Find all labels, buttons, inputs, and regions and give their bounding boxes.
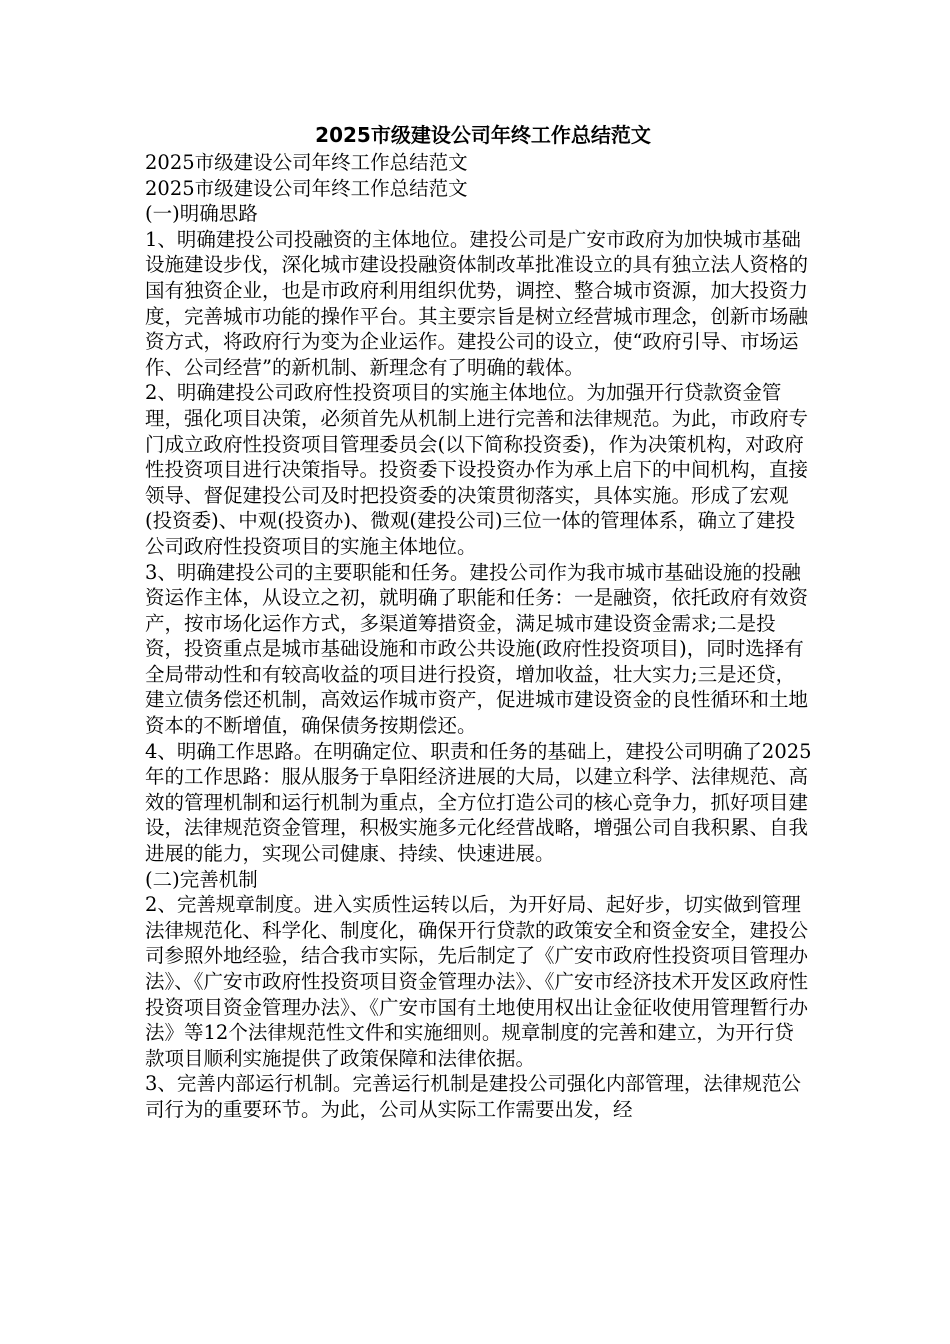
paragraph-4: 4、明确工作思路。在明确定位、职责和任务的基础上，建投公司明确了2025年的工作思路：服从服务于阜阳经济进展的大局，以建立科学、法律规范、高效的管理机制和运行机制为重点，全方位打造公司的核心竞争力，抓好项目建设，法律规范资金管理，积极实施多元化经营战略，增强公司自我积累、自我进展的能力，实现公司健康、持续、快速进展。	[145, 739, 812, 866]
paragraph-subtitle-1: 2025市级建设公司年终工作总结范文	[145, 151, 468, 174]
paragraph-1: 1、明确建投公司投融资的主体地位。建投公司是广安市政府为加快城市基础设施建设步伐，深化城市建设投融资体制改革批准设立的具有独立法人资格的国有独资企业，也是市政府利用组织优势，调控、整合城市资源，加大投资力度，完善城市功能的操作平台。其主要宗旨是树立经营城市理念，创新市场融资方式，将政府行为变为企业运作。建投公司的设立，使“政府引导、市场运作、公司经营”的新机制、新理念有了明确的载体。	[145, 227, 809, 379]
document-body	[145, 150, 813, 1123]
paragraph-3: 3、明确建投公司的主要职能和任务。建投公司作为我市城市基础设施的投融资运作主体，从设立之初，就明确了职能和任务：一是融资，依托政府有效资产，按市场化运作方式，多渠道筹措资金，满足城市建设资金需求;二是投资，投资重点是城市基础设施和市政公共设施(政府性投资项目)，同时选择有全局带动性和有较高收益的项目进行投资，增加收益，壮大实力;三是还贷，建立债务偿还机制，高效运作城市资产，促进城市建设资金的良性循环和土地资本的不断增值，确保债务按期偿还。	[145, 560, 809, 738]
section-heading-1: (一)明确思路	[145, 202, 258, 226]
document-title: 2025市级建设公司年终工作总结范文	[315, 123, 651, 147]
paragraph-subtitle-2: 2025市级建设公司年终工作总结范文	[145, 176, 468, 200]
paragraph-2: 2、明确建投公司政府性投资项目的实施主体地位。为加强开行贷款资金管理，强化项目决策，必须首先从机制上进行完善和法律规范。为此，市政府专门成立政府性投资项目管理委员会(以下简称投资委)，作为决策机构，对政府性投资项目进行决策指导。投资委下设投资办作为承上启下的中间机构，直接领导、督促建投公司及时把投资委的决策贯彻落实，具体实施。形成了宏观(投资委)、中观(投资办)、微观(建投公司)三位一体的管理体系，确立了建投公司政府性投资项目的实施主体地位。	[145, 381, 809, 558]
document-page	[145, 122, 813, 1123]
section-heading-2: (二)完善机制	[145, 867, 258, 891]
paragraph-6: 3、完善内部运行机制。完善运行机制是建投公司强化内部管理，法律规范公司行为的重要环节。为此，公司从实际工作需要出发，经	[145, 1072, 801, 1121]
paragraph-5: 2、完善规章制度。进入实质性运转以后，为开好局、起好步，切实做到管理法律规范化、科学化、制度化，确保开行贷款的政策安全和资金安全，建投公司参照外地经验，结合我市实际，先后制定了《广安市政府性投资项目管理办法》、《广安市政府性投资项目资金管理办法》、《广安市经济技术开发区政府性投资项目资金管理办法》、《广安市国有土地使用权出让金征收使用管理暂行办法》等12个法律规范性文件和实施细则。规章制度的完善和建立，为开行贷款项目顺利实施提供了政策保障和法律依据。	[145, 893, 809, 1070]
